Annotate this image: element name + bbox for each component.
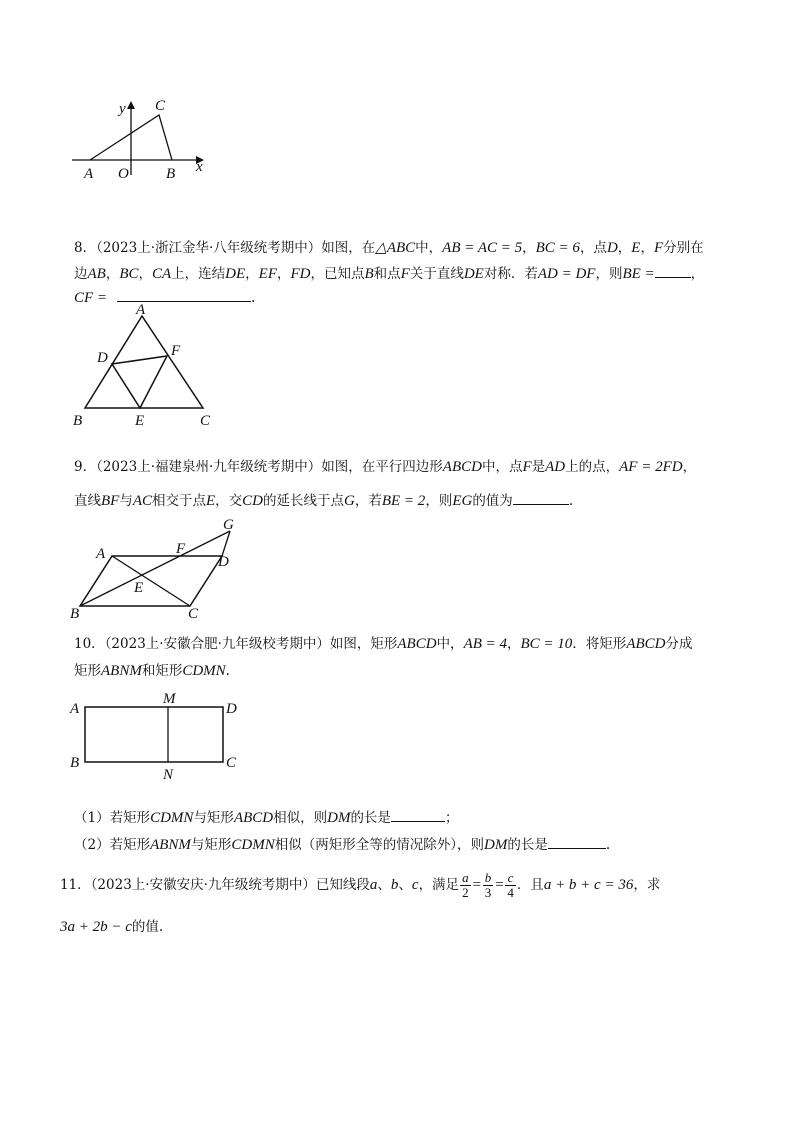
question-text: 对称．若 — [483, 266, 538, 282]
question-text: . — [605, 837, 611, 853]
question-number: 9． — [74, 459, 97, 475]
fraction-b-over-3 — [483, 871, 494, 900]
math: AB — [87, 266, 106, 282]
answer-blank-eg[interactable] — [513, 490, 569, 505]
q10-line-1 — [74, 634, 692, 654]
fraction-denominator: 2 — [462, 885, 469, 900]
math: AF = 2FD — [619, 459, 683, 475]
y-axis-arrow — [127, 101, 135, 109]
label-c: C — [155, 98, 166, 114]
question-text: 分成 — [665, 636, 693, 652]
question-text: （2023上·安徽安庆·九年级统考期中）已知线段 — [90, 877, 370, 893]
question-text: 相似，则 — [273, 810, 328, 826]
math: c — [411, 877, 419, 893]
question-text: （2）若矩形 — [74, 837, 151, 853]
q8-line-2 — [74, 263, 704, 284]
label-b: B — [70, 606, 80, 622]
math: ABCD — [397, 636, 437, 652]
label-g: G — [223, 517, 234, 533]
figure-8-svg — [70, 300, 230, 435]
question-text: ， — [277, 266, 291, 282]
fraction-numerator: b — [484, 870, 492, 885]
answer-blank-dm-1[interactable] — [391, 807, 445, 822]
math: = — [494, 877, 505, 893]
label-c: C — [200, 413, 211, 429]
question-text: ．且 — [516, 877, 544, 893]
question-text: ，满足 — [418, 877, 460, 893]
q9-line-2 — [74, 490, 573, 511]
question-text: （1）若矩形 — [74, 810, 151, 826]
math: CDMN — [231, 837, 275, 853]
figure-10-rectangle — [66, 688, 256, 783]
question-text: ， — [690, 266, 705, 282]
rectangle-abcd — [85, 707, 223, 762]
question-text: . — [225, 663, 230, 679]
math: CF = — [74, 290, 108, 306]
question-text: ，则 — [595, 266, 623, 282]
math: D — [606, 240, 618, 256]
math: DE — [463, 266, 484, 282]
fraction-denominator: 3 — [484, 885, 492, 900]
question-text: ， — [105, 266, 120, 282]
question-text: 的值为 — [472, 493, 513, 509]
fraction-c-over-4 — [505, 871, 516, 900]
math: CDMN — [182, 663, 226, 679]
math: BE = 2 — [381, 493, 426, 509]
figure-10-svg — [66, 688, 256, 783]
label-c: C — [226, 755, 237, 771]
question-text: 的延长线于点 — [263, 493, 345, 509]
label-a: A — [136, 302, 146, 318]
question-text: ，若 — [354, 493, 382, 509]
q11-line-2 — [60, 917, 163, 937]
fraction-denominator: 4 — [507, 885, 514, 900]
figure-9-svg — [66, 512, 246, 622]
math: BC = 10 — [520, 636, 573, 652]
question-number: 11． — [60, 877, 91, 893]
math: CA — [152, 266, 172, 282]
question-text: ，点 — [579, 240, 607, 256]
label-f: F — [171, 343, 181, 359]
question-text: 矩形 — [74, 663, 101, 679]
fraction-numerator: a — [462, 870, 469, 885]
math: F — [522, 459, 532, 475]
question-text: 与 — [119, 493, 133, 509]
math: DM — [327, 810, 351, 826]
label-a: A — [84, 166, 94, 182]
question-text: 与矩形 — [190, 837, 232, 853]
question-text: 和矩形 — [141, 663, 183, 679]
question-text: ， — [640, 240, 654, 256]
question-text: 中，点 — [481, 459, 523, 475]
question-text: 上的点， — [565, 459, 620, 475]
question-text: 、 — [377, 877, 391, 893]
question-text: 中， — [436, 636, 464, 652]
question-text: 直线 — [74, 493, 101, 509]
math: BC = 6 — [535, 240, 580, 256]
q9-line-1 — [74, 457, 696, 477]
math: B — [364, 266, 374, 282]
label-f: F — [176, 541, 186, 557]
math: △ABC — [375, 240, 416, 256]
label-d: D — [226, 701, 237, 717]
fraction-a-over-2 — [460, 871, 471, 900]
label-e: E — [135, 413, 145, 429]
math: E — [206, 493, 216, 509]
question-text: ，则 — [425, 493, 453, 509]
question-text: 的长是 — [507, 837, 548, 853]
question-text: （2023上·浙江金华·八年级统考期中）如图，在 — [96, 240, 376, 256]
label-a: A — [70, 701, 80, 717]
question-text: ， — [245, 266, 259, 282]
math: AB = 4 — [463, 636, 508, 652]
math: EF — [258, 266, 277, 282]
math: ABCD — [233, 810, 274, 826]
question-text: ， — [682, 459, 697, 475]
question-text: ， — [507, 636, 521, 652]
label-d: D — [218, 554, 229, 570]
label-m: M — [163, 691, 176, 707]
label-o: O — [118, 166, 129, 182]
fraction-numerator: c — [505, 871, 516, 886]
figure-7-triangle-on-axes — [60, 95, 210, 185]
math: G — [344, 493, 355, 509]
question-text: ， — [617, 240, 632, 256]
math: BE = — [622, 266, 655, 282]
question-text: ； — [444, 810, 459, 826]
question-text: . — [568, 493, 574, 509]
q10-sub-1 — [74, 807, 458, 828]
diagonal-ac — [112, 556, 190, 606]
answer-blank-be[interactable] — [655, 263, 691, 278]
math: EG — [452, 493, 473, 509]
question-text: . — [251, 290, 256, 306]
math: CDMN — [150, 810, 194, 826]
math: ABCD — [442, 459, 482, 475]
q10-line-2 — [74, 661, 230, 681]
math: E — [631, 240, 641, 256]
q10-sub-2 — [74, 834, 610, 855]
label-b: B — [166, 166, 176, 182]
label-y: y — [119, 101, 126, 117]
question-text: ，求 — [633, 877, 661, 893]
question-text: ，已知点 — [310, 266, 365, 282]
math: AB = AC = 5 — [442, 240, 523, 256]
question-text: 的长是 — [350, 810, 391, 826]
question-text: 的值. — [131, 919, 164, 935]
question-text: 是 — [531, 459, 546, 475]
math: BC — [119, 266, 139, 282]
question-text: ，交 — [215, 493, 243, 509]
math: F — [400, 266, 410, 282]
math: DM — [484, 837, 508, 853]
math: FD — [290, 266, 311, 282]
math: AD — [545, 459, 566, 475]
question-text: ．将矩形 — [572, 636, 627, 652]
question-text: 上，连结 — [171, 266, 226, 282]
math: AD = DF — [537, 266, 596, 282]
label-n: N — [163, 767, 174, 783]
math: CD — [242, 493, 264, 509]
label-d: D — [97, 350, 108, 366]
label-c: C — [188, 606, 199, 622]
math: ABNM — [150, 837, 191, 853]
label-a: A — [96, 546, 106, 562]
math: DE — [225, 266, 246, 282]
figure-9-parallelogram — [66, 512, 246, 622]
math: AC — [132, 493, 152, 509]
answer-blank-dm-2[interactable] — [548, 834, 606, 849]
line-bg — [80, 531, 230, 606]
question-text: 和点 — [373, 266, 401, 282]
math: ABCD — [626, 636, 666, 652]
question-text: （2023上·安徽合肥·九年级校考期中）如图，矩形 — [104, 636, 398, 652]
question-text: 边 — [74, 266, 88, 282]
math: b — [390, 877, 399, 893]
label-b: B — [70, 755, 80, 771]
math: 3a + 2b − c — [60, 919, 132, 935]
question-text: 中， — [415, 240, 443, 256]
math: ABNM — [101, 663, 142, 679]
question-number: 10． — [74, 636, 105, 652]
q8-line-1 — [74, 238, 704, 258]
triangle-def — [112, 356, 167, 408]
math: a — [369, 877, 378, 893]
figure-7-svg — [60, 95, 210, 185]
question-text: （2023上·福建泉州·九年级统考期中）如图，在平行四边形 — [96, 459, 443, 475]
question-text: 、 — [398, 877, 412, 893]
label-x: x — [196, 159, 203, 175]
math: = — [471, 877, 482, 893]
figure-8-triangle — [70, 300, 230, 435]
math: a + b + c = 36 — [543, 877, 634, 893]
question-text: 分别在 — [663, 240, 704, 256]
question-text: 相交于点 — [152, 493, 206, 509]
question-text: 与矩形 — [193, 810, 234, 826]
q11-line-1 — [60, 869, 660, 901]
math: BF — [101, 493, 120, 509]
question-number: 8． — [74, 240, 97, 256]
label-b: B — [73, 413, 83, 429]
label-e: E — [134, 580, 144, 596]
math: F — [653, 240, 664, 256]
question-text: ， — [522, 240, 536, 256]
question-text: ， — [138, 266, 152, 282]
question-text: 相似（两矩形全等的情况除外），则 — [274, 837, 485, 853]
question-text: 关于直线 — [409, 266, 464, 282]
